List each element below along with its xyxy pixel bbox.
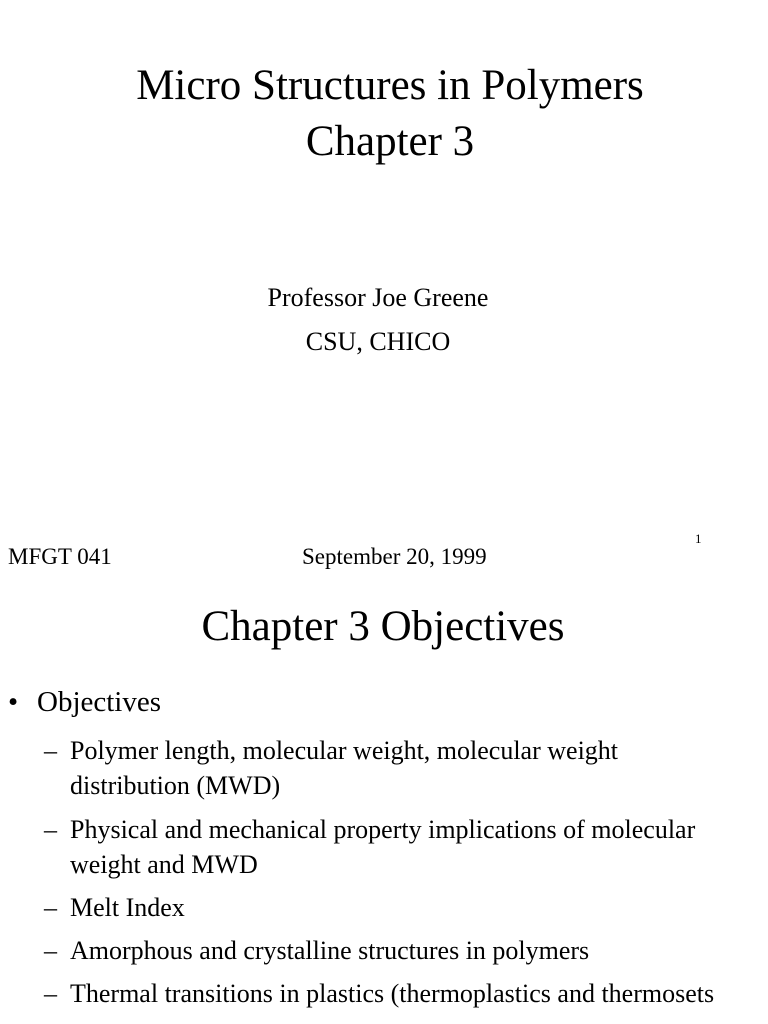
list-item-text: Thermal transitions in plastics (thermoplastics and thermosets <box>70 979 715 1008</box>
institution-name: CSU, CHICO <box>305 327 451 356</box>
dash-icon: – <box>44 815 57 844</box>
page-number: 1 <box>695 531 702 546</box>
list-item-text: Polymer length, molecular weight, molecular weight distribution (MWD) <box>70 736 619 800</box>
author-name: Professor Joe Greene <box>267 283 489 312</box>
list-item-text: Physical and mechanical property implications of molecular weight and MWD <box>70 815 696 879</box>
dash-icon: – <box>44 893 57 922</box>
bullet-label: Objectives <box>37 686 162 718</box>
slide-title-line-2: Chapter 3 <box>305 118 475 165</box>
list-item <box>44 933 744 968</box>
dash-icon: – <box>44 979 57 1008</box>
list-item <box>44 890 744 925</box>
list-item <box>44 976 744 1011</box>
slide-date: September 20, 1999 <box>302 544 487 569</box>
course-code: MFGT 041 <box>8 544 112 569</box>
dash-icon: – <box>44 736 57 765</box>
list-item-text: Amorphous and crystalline structures in polymers <box>70 936 590 965</box>
list-item <box>44 812 744 882</box>
slide-title-line-1: Micro Structures in Polymers <box>136 62 644 109</box>
bullet-objectives <box>8 684 161 720</box>
dash-icon: – <box>44 936 57 965</box>
list-item <box>44 733 744 803</box>
bullet-icon: • <box>8 686 19 718</box>
list-item-text: Melt Index <box>70 893 185 922</box>
slide-2-title: Chapter 3 Objectives <box>201 603 565 650</box>
